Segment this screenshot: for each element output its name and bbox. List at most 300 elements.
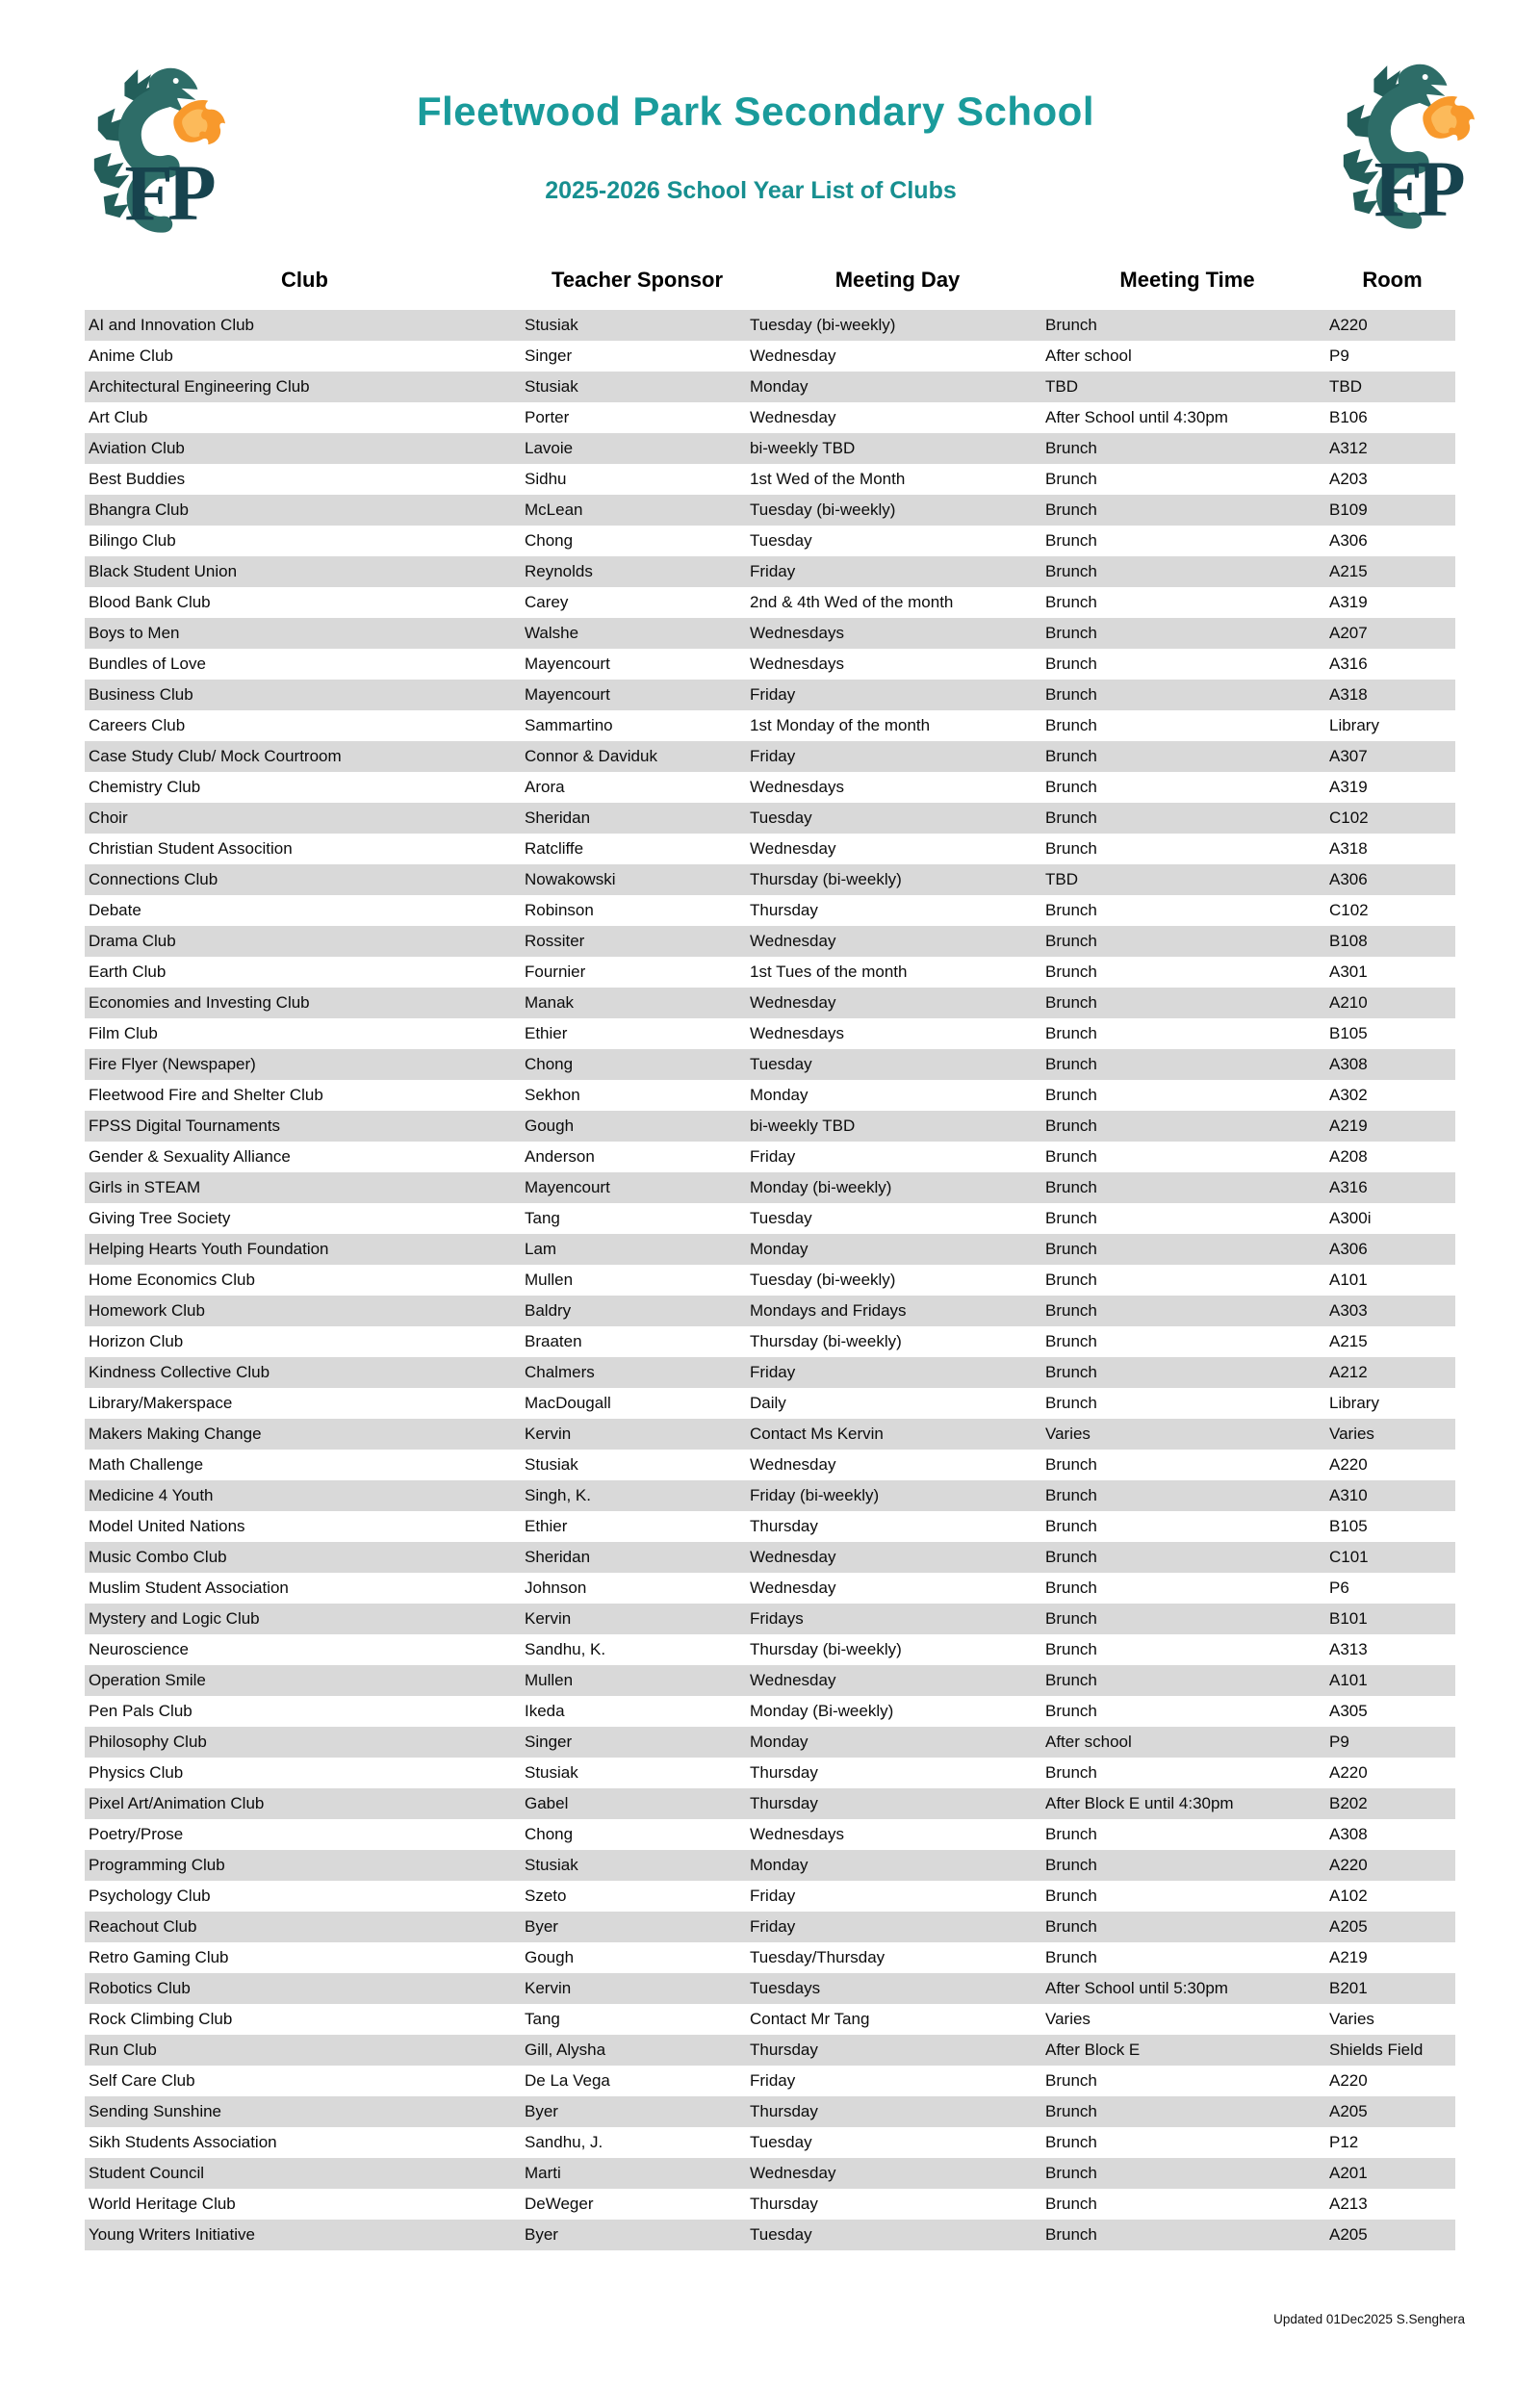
cell-room: B101	[1329, 1609, 1368, 1628]
table-row	[85, 1480, 1455, 1511]
cell-teacher-sponsor: Lam	[525, 1240, 557, 1258]
cell-meeting-time: Brunch	[1045, 1825, 1097, 1843]
cell-meeting-day: Tuesday/Thursday	[750, 1948, 886, 1966]
table-row	[85, 1881, 1455, 1912]
cell-meeting-time: Brunch	[1045, 747, 1097, 765]
cell-teacher-sponsor: Ethier	[525, 1024, 568, 1042]
cell-meeting-time: Brunch	[1045, 901, 1097, 919]
cell-room: A213	[1329, 2195, 1368, 2213]
cell-meeting-day: Wednesdays	[750, 655, 844, 673]
cell-room: A312	[1329, 439, 1368, 457]
cell-club: Run Club	[89, 2041, 157, 2059]
cell-teacher-sponsor: Gill, Alysha	[525, 2041, 606, 2059]
cell-meeting-time: Brunch	[1045, 1209, 1097, 1227]
cell-meeting-day: 1st Wed of the Month	[750, 470, 906, 488]
cell-meeting-day: Tuesdays	[750, 1979, 821, 1997]
cell-teacher-sponsor: Byer	[525, 1917, 558, 1936]
cell-meeting-time: Varies	[1045, 1425, 1091, 1443]
cell-teacher-sponsor: Rossiter	[525, 932, 585, 950]
cell-club: Sikh Students Association	[89, 2133, 277, 2151]
cell-club: Art Club	[89, 408, 148, 426]
cell-teacher-sponsor: McLean	[525, 501, 583, 519]
cell-meeting-time: Brunch	[1045, 2225, 1097, 2244]
cell-meeting-time: Brunch	[1045, 1455, 1097, 1474]
cell-room: A318	[1329, 839, 1368, 858]
cell-meeting-day: Thursday	[750, 1763, 818, 1782]
cell-club: AI and Innovation Club	[89, 316, 255, 334]
cell-meeting-day: Friday	[750, 1917, 796, 1936]
cell-room: A101	[1329, 1671, 1368, 1689]
cell-meeting-day: Thursday (bi-weekly)	[750, 1332, 902, 1350]
cell-meeting-time: Brunch	[1045, 1363, 1097, 1381]
cell-club: Girls in STEAM	[89, 1178, 201, 1196]
cell-teacher-sponsor: Gough	[525, 1948, 575, 1966]
cell-room: A316	[1329, 655, 1368, 673]
cell-meeting-day: 1st Monday of the month	[750, 716, 931, 734]
table-row	[85, 1388, 1455, 1419]
cell-meeting-day: Contact Mr Tang	[750, 2010, 870, 2028]
table-row	[85, 2220, 1455, 2250]
table-row	[85, 2035, 1455, 2066]
cell-room: A306	[1329, 1240, 1368, 1258]
cell-teacher-sponsor: Nowakowski	[525, 870, 616, 888]
table-row	[85, 772, 1455, 803]
table-row	[85, 710, 1455, 741]
school-logo-right	[1332, 54, 1475, 244]
cell-room: B105	[1329, 1024, 1368, 1042]
cell-room: A307	[1329, 747, 1368, 765]
cell-club: Fire Flyer (Newspaper)	[89, 1055, 256, 1073]
cell-meeting-time: Brunch	[1045, 531, 1097, 550]
cell-meeting-time: After Block E until 4:30pm	[1045, 1794, 1234, 1812]
cell-meeting-time: Brunch	[1045, 1086, 1097, 1104]
cell-room: A301	[1329, 963, 1368, 981]
cell-room: A207	[1329, 624, 1368, 642]
cell-room: A318	[1329, 685, 1368, 704]
cell-meeting-time: Brunch	[1045, 1271, 1097, 1289]
cell-meeting-day: Wednesday	[750, 839, 836, 858]
cell-room: A219	[1329, 1948, 1368, 1966]
cell-club: Horizon Club	[89, 1332, 184, 1350]
cell-meeting-day: Wednesday	[750, 2164, 836, 2182]
cell-room: A310	[1329, 1486, 1368, 1504]
cell-meeting-time: Brunch	[1045, 1579, 1097, 1597]
cell-meeting-day: Monday (Bi-weekly)	[750, 1702, 894, 1720]
cell-meeting-time: After school	[1045, 1733, 1132, 1751]
cell-teacher-sponsor: Singer	[525, 1733, 573, 1751]
cell-club: Christian Student Assocition	[89, 839, 293, 858]
cell-teacher-sponsor: Baldry	[525, 1301, 572, 1320]
cell-meeting-time: Brunch	[1045, 2164, 1097, 2182]
column-header-teacher-sponsor: Teacher Sponsor	[551, 268, 724, 292]
cell-teacher-sponsor: Byer	[525, 2225, 558, 2244]
cell-room: Shields Field	[1329, 2041, 1424, 2059]
cell-room: A205	[1329, 2102, 1368, 2120]
cell-meeting-time: Brunch	[1045, 1917, 1097, 1936]
cell-meeting-day: Monday	[750, 1240, 808, 1258]
cell-club: Music Combo Club	[89, 1548, 227, 1566]
cell-club: World Heritage Club	[89, 2195, 236, 2213]
cell-teacher-sponsor: Byer	[525, 2102, 558, 2120]
table-row	[85, 1265, 1455, 1296]
cell-room: Library	[1329, 716, 1379, 734]
cell-room: Varies	[1329, 1425, 1374, 1443]
cell-club: Careers Club	[89, 716, 186, 734]
cell-meeting-time: Brunch	[1045, 1609, 1097, 1628]
cell-meeting-time: Brunch	[1045, 993, 1097, 1012]
table-row	[85, 1296, 1455, 1326]
cell-meeting-time: TBD	[1045, 377, 1078, 396]
cell-room: A319	[1329, 593, 1368, 611]
cell-room: A201	[1329, 2164, 1368, 2182]
cell-club: Medicine 4 Youth	[89, 1486, 214, 1504]
table-row	[85, 1326, 1455, 1357]
column-header-club: Club	[281, 268, 328, 292]
cell-room: B108	[1329, 932, 1368, 950]
column-header-meeting-time: Meeting Time	[1119, 268, 1255, 292]
cell-meeting-day: Wednesdays	[750, 624, 844, 642]
table-row	[85, 1049, 1455, 1080]
cell-room: A319	[1329, 778, 1368, 796]
table-row	[85, 2096, 1455, 2127]
cell-room: A102	[1329, 1887, 1368, 1905]
cell-room: A316	[1329, 1178, 1368, 1196]
cell-club: Earth Club	[89, 963, 167, 981]
cell-meeting-time: Brunch	[1045, 1856, 1097, 1874]
cell-meeting-day: Tuesday (bi-weekly)	[750, 316, 896, 334]
cell-club: Aviation Club	[89, 439, 185, 457]
cell-meeting-day: Tuesday	[750, 809, 812, 827]
table-row	[85, 495, 1455, 526]
cell-club: Neuroscience	[89, 1640, 189, 1658]
cell-meeting-day: Tuesday (bi-weekly)	[750, 501, 896, 519]
cell-teacher-sponsor: Chong	[525, 531, 574, 550]
cell-teacher-sponsor: Tang	[525, 1209, 560, 1227]
cell-meeting-time: Brunch	[1045, 1055, 1097, 1073]
table-row	[85, 1419, 1455, 1450]
cell-meeting-time: After school	[1045, 347, 1132, 365]
cell-teacher-sponsor: Ikeda	[525, 1702, 565, 1720]
cell-meeting-day: Thursday (bi-weekly)	[750, 1640, 902, 1658]
cell-club: Muslim Student Association	[89, 1579, 289, 1597]
cell-teacher-sponsor: Manak	[525, 993, 575, 1012]
cell-club: Model United Nations	[89, 1517, 245, 1535]
table-row	[85, 1850, 1455, 1881]
cell-teacher-sponsor: Robinson	[525, 901, 594, 919]
cell-teacher-sponsor: Carey	[525, 593, 569, 611]
cell-teacher-sponsor: Singh, K.	[525, 1486, 591, 1504]
cell-meeting-day: Wednesdays	[750, 1825, 844, 1843]
cell-meeting-day: Wednesday	[750, 993, 836, 1012]
cell-meeting-day: Tuesday	[750, 531, 812, 550]
cell-club: Connections Club	[89, 870, 218, 888]
cell-club: Kindness Collective Club	[89, 1363, 270, 1381]
cell-meeting-time: Brunch	[1045, 1548, 1097, 1566]
cell-meeting-day: Wednesday	[750, 1671, 836, 1689]
table-row	[85, 1819, 1455, 1850]
cell-room: B201	[1329, 1979, 1368, 1997]
cell-teacher-sponsor: Sandhu, J.	[525, 2133, 603, 2151]
cell-club: Best Buddies	[89, 470, 186, 488]
cell-club: Mystery and Logic Club	[89, 1609, 260, 1628]
cell-meeting-day: bi-weekly TBD	[750, 439, 856, 457]
cell-meeting-time: Brunch	[1045, 1887, 1097, 1905]
table-row	[85, 864, 1455, 895]
cell-teacher-sponsor: Fournier	[525, 963, 586, 981]
cell-room: P9	[1329, 347, 1349, 365]
table-row	[85, 1511, 1455, 1542]
table-row	[85, 1357, 1455, 1388]
cell-meeting-day: Friday	[750, 747, 796, 765]
cell-teacher-sponsor: DeWeger	[525, 2195, 594, 2213]
cell-teacher-sponsor: Reynolds	[525, 562, 593, 580]
cell-meeting-time: Brunch	[1045, 2133, 1097, 2151]
cell-meeting-day: Friday	[750, 1887, 796, 1905]
dragon-logo-icon	[83, 58, 225, 248]
cell-teacher-sponsor: Porter	[525, 408, 570, 426]
cell-teacher-sponsor: Stusiak	[525, 377, 578, 396]
clubs-table-header	[85, 262, 1455, 310]
table-row	[85, 1665, 1455, 1696]
table-row	[85, 1542, 1455, 1573]
cell-club: Sending Sunshine	[89, 2102, 222, 2120]
cell-room: B202	[1329, 1794, 1368, 1812]
cell-teacher-sponsor: Sidhu	[525, 470, 567, 488]
cell-meeting-time: Brunch	[1045, 1671, 1097, 1689]
cell-teacher-sponsor: MacDougall	[525, 1394, 611, 1412]
cell-room: A302	[1329, 1086, 1368, 1104]
cell-teacher-sponsor: Sekhon	[525, 1086, 580, 1104]
cell-teacher-sponsor: Connor & Daviduk	[525, 747, 657, 765]
table-row	[85, 649, 1455, 680]
cell-teacher-sponsor: Sandhu, K.	[525, 1640, 606, 1658]
table-row	[85, 1111, 1455, 1142]
logo-letters: FP	[1373, 144, 1460, 234]
cell-meeting-day: Thursday	[750, 2102, 818, 2120]
cell-teacher-sponsor: Sheridan	[525, 809, 591, 827]
cell-meeting-day: Thursday	[750, 1517, 818, 1535]
cell-teacher-sponsor: Stusiak	[525, 1763, 578, 1782]
cell-club: Rock Climbing Club	[89, 2010, 233, 2028]
cell-meeting-day: bi-weekly TBD	[750, 1117, 856, 1135]
cell-meeting-time: Brunch	[1045, 2071, 1097, 2090]
table-row	[85, 1788, 1455, 1819]
table-row	[85, 526, 1455, 556]
clubs-table	[85, 262, 1455, 2250]
cell-meeting-day: Fridays	[750, 1609, 804, 1628]
table-row	[85, 957, 1455, 988]
cell-teacher-sponsor: Szeto	[525, 1887, 567, 1905]
cell-meeting-time: TBD	[1045, 870, 1078, 888]
school-title: Fleetwood Park Secondary School	[416, 89, 1094, 134]
table-row	[85, 618, 1455, 649]
table-row	[85, 1142, 1455, 1172]
cell-club: Student Council	[89, 2164, 205, 2182]
cell-club: Giving Tree Society	[89, 1209, 231, 1227]
cell-teacher-sponsor: Braaten	[525, 1332, 582, 1350]
cell-club: Economies and Investing Club	[89, 993, 310, 1012]
table-row	[85, 1234, 1455, 1265]
cell-meeting-day: Friday	[750, 562, 796, 580]
cell-meeting-day: 2nd & 4th Wed of the month	[750, 593, 954, 611]
cell-meeting-day: Wednesday	[750, 1548, 836, 1566]
cell-meeting-day: Friday	[750, 1147, 796, 1166]
table-row	[85, 1973, 1455, 2004]
cell-meeting-day: Friday	[750, 685, 796, 704]
cell-meeting-time: Brunch	[1045, 1394, 1097, 1412]
column-header-meeting-day: Meeting Day	[834, 268, 961, 292]
cell-meeting-time: Brunch	[1045, 1178, 1097, 1196]
table-row	[85, 1758, 1455, 1788]
cell-club: Business Club	[89, 685, 193, 704]
cell-teacher-sponsor: De La Vega	[525, 2071, 610, 2090]
table-row	[85, 310, 1455, 341]
table-row	[85, 372, 1455, 402]
cell-club: FPSS Digital Tournaments	[89, 1117, 281, 1135]
cell-meeting-time: Brunch	[1045, 963, 1097, 981]
cell-room: A205	[1329, 1917, 1368, 1936]
table-row	[85, 433, 1455, 464]
cell-club: Pixel Art/Animation Club	[89, 1794, 265, 1812]
cell-room: P9	[1329, 1733, 1349, 1751]
cell-club: Boys to Men	[89, 624, 180, 642]
cell-club: Pen Pals Club	[89, 1702, 192, 1720]
cell-room: A208	[1329, 1147, 1368, 1166]
cell-club: Physics Club	[89, 1763, 184, 1782]
cell-room: C101	[1329, 1548, 1369, 1566]
cell-meeting-time: Brunch	[1045, 1517, 1097, 1535]
cell-teacher-sponsor: Mullen	[525, 1271, 574, 1289]
cell-room: A300i	[1329, 1209, 1372, 1227]
cell-teacher-sponsor: Mullen	[525, 1671, 574, 1689]
cell-club: Bhangra Club	[89, 501, 189, 519]
cell-meeting-day: Contact Ms Kervin	[750, 1425, 884, 1443]
cell-room: A203	[1329, 470, 1368, 488]
cell-club: Fleetwood Fire and Shelter Club	[89, 1086, 323, 1104]
table-row	[85, 1080, 1455, 1111]
cell-meeting-day: Thursday	[750, 901, 818, 919]
cell-meeting-time: Brunch	[1045, 1702, 1097, 1720]
cell-meeting-time: After Block E	[1045, 2041, 1141, 2059]
cell-meeting-day: Monday	[750, 1856, 808, 1874]
cell-meeting-time: Brunch	[1045, 593, 1097, 611]
cell-meeting-time: Brunch	[1045, 439, 1097, 457]
cell-meeting-day: Mondays and Fridays	[750, 1301, 907, 1320]
cell-room: A306	[1329, 870, 1368, 888]
cell-meeting-time: Brunch	[1045, 685, 1097, 704]
table-row	[85, 1573, 1455, 1604]
table-row	[85, 1912, 1455, 1942]
cell-meeting-time: Brunch	[1045, 778, 1097, 796]
cell-teacher-sponsor: Anderson	[525, 1147, 595, 1166]
cell-meeting-time: Brunch	[1045, 2195, 1097, 2213]
cell-room: A220	[1329, 2071, 1368, 2090]
cell-meeting-time: After School until 5:30pm	[1045, 1979, 1228, 1997]
dragon-logo-icon	[1332, 54, 1475, 244]
header-row	[85, 262, 1455, 310]
updated-note: Updated 01Dec2025 S.Senghera	[1273, 2312, 1465, 2326]
cell-teacher-sponsor: Johnson	[525, 1579, 587, 1597]
table-row	[85, 1942, 1455, 1973]
cell-meeting-time: Brunch	[1045, 1240, 1097, 1258]
cell-meeting-time: Brunch	[1045, 839, 1097, 858]
table-row	[85, 2158, 1455, 2189]
cell-meeting-day: Wednesdays	[750, 778, 844, 796]
cell-meeting-time: Brunch	[1045, 655, 1097, 673]
cell-meeting-time: Brunch	[1045, 562, 1097, 580]
cell-meeting-day: Thursday	[750, 1794, 818, 1812]
table-row	[85, 464, 1455, 495]
cell-meeting-day: Friday	[750, 1363, 796, 1381]
column-header-room: Room	[1362, 268, 1423, 292]
cell-room: Varies	[1329, 2010, 1374, 2028]
cell-meeting-time: Brunch	[1045, 1640, 1097, 1658]
cell-meeting-time: Brunch	[1045, 624, 1097, 642]
cell-teacher-sponsor: Gough	[525, 1117, 575, 1135]
cell-meeting-time: Brunch	[1045, 932, 1097, 950]
cell-room: C102	[1329, 901, 1369, 919]
cell-teacher-sponsor: Mayencourt	[525, 685, 610, 704]
cell-teacher-sponsor: Gabel	[525, 1794, 569, 1812]
cell-room: A212	[1329, 1363, 1368, 1381]
table-row	[85, 556, 1455, 587]
cell-club: Helping Hearts Youth Foundation	[89, 1240, 329, 1258]
cell-club: Programming Club	[89, 1856, 225, 1874]
cell-club: Retro Gaming Club	[89, 1948, 229, 1966]
cell-meeting-time: Brunch	[1045, 1486, 1097, 1504]
cell-club: Drama Club	[89, 932, 176, 950]
cell-club: Reachout Club	[89, 1917, 197, 1936]
cell-meeting-day: Monday	[750, 1086, 808, 1104]
cell-teacher-sponsor: Chalmers	[525, 1363, 595, 1381]
cell-meeting-day: Wednesday	[750, 1579, 836, 1597]
cell-club: Self Care Club	[89, 2071, 195, 2090]
cell-room: B106	[1329, 408, 1368, 426]
cell-teacher-sponsor: Mayencourt	[525, 655, 610, 673]
cell-meeting-time: Brunch	[1045, 1948, 1097, 1966]
cell-teacher-sponsor: Sheridan	[525, 1548, 591, 1566]
cell-room: A215	[1329, 1332, 1368, 1350]
cell-room: A308	[1329, 1825, 1368, 1843]
cell-meeting-time: Brunch	[1045, 1147, 1097, 1166]
cell-teacher-sponsor: Chong	[525, 1825, 574, 1843]
cell-meeting-day: Wednesday	[750, 1455, 836, 1474]
cell-club: Bilingo Club	[89, 531, 176, 550]
cell-teacher-sponsor: Stusiak	[525, 316, 578, 334]
cell-meeting-time: After School until 4:30pm	[1045, 408, 1228, 426]
cell-meeting-day: Tuesday	[750, 1055, 812, 1073]
cell-meeting-day: 1st Tues of the month	[750, 963, 908, 981]
cell-meeting-day: Friday	[750, 2071, 796, 2090]
cell-teacher-sponsor: Kervin	[525, 1979, 572, 1997]
cell-room: A205	[1329, 2225, 1368, 2244]
cell-club: Psychology Club	[89, 1887, 211, 1905]
logo-letters: FP	[124, 148, 211, 238]
cell-meeting-time: Brunch	[1045, 501, 1097, 519]
cell-room: A219	[1329, 1117, 1368, 1135]
table-row	[85, 680, 1455, 710]
table-row	[85, 2127, 1455, 2158]
cell-meeting-day: Tuesday (bi-weekly)	[750, 1271, 896, 1289]
table-row	[85, 1018, 1455, 1049]
cell-club: Debate	[89, 901, 141, 919]
cell-meeting-day: Tuesday	[750, 2133, 812, 2151]
cell-meeting-day: Wednesday	[750, 408, 836, 426]
cell-club: Black Student Union	[89, 562, 238, 580]
cell-meeting-time: Brunch	[1045, 716, 1097, 734]
cell-club: Choir	[89, 809, 128, 827]
table-row	[85, 587, 1455, 618]
